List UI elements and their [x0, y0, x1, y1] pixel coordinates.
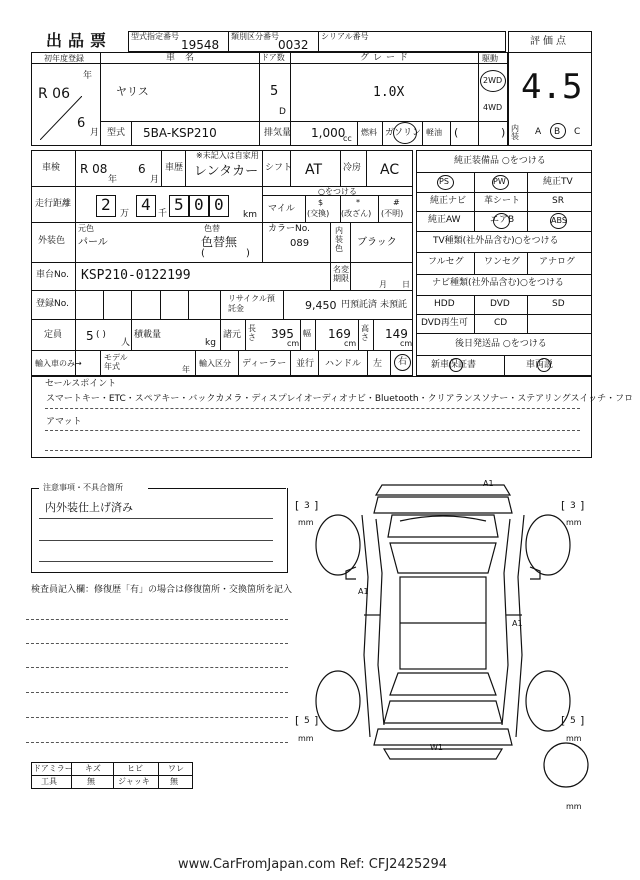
damage-rear-glass: W1: [430, 743, 443, 752]
spare-tire-mm: mm: [566, 802, 582, 811]
mileage-man-unit: 万: [120, 209, 130, 219]
mileage-sen-unit: 千: [158, 209, 168, 219]
displacement-value: 1,000: [311, 126, 346, 140]
mileage-label: 走行距離: [35, 199, 72, 209]
interior-color-value: ブラック: [357, 237, 397, 248]
displacement-label: 排気量: [264, 128, 292, 138]
tv-type-label: TV種類(社外品含む)○をつける: [433, 236, 559, 246]
recycle-not-deposited: 未預託: [380, 300, 408, 310]
import-parallel: 並行: [296, 359, 315, 369]
first-reg-era: R 06: [38, 86, 70, 102]
unknown-label: (不明): [381, 209, 404, 218]
first-reg-month: 6: [77, 116, 86, 131]
load-label: 積載量: [134, 330, 162, 340]
diesel-label: 軽油: [426, 128, 442, 137]
fuel-label: 燃料: [361, 128, 377, 137]
model-code-value: 19548: [181, 38, 220, 52]
equip-genuine-tv: 純正TV: [543, 177, 573, 187]
ac-label: 冷房: [343, 163, 362, 173]
navi-hdd: HDD: [434, 299, 455, 309]
type-value: 5BA-KSP210: [143, 126, 217, 140]
notes-label: 注意事項・不具合箇所: [43, 483, 123, 492]
unknown-sym: #: [393, 198, 400, 207]
inspector-note-label: 検査員記入欄：修復歴「有」の場合は修復箇所・交換箇所を記入: [31, 585, 293, 595]
tv-oneseg: ワンセグ: [484, 257, 521, 267]
acc-tools-value: 無: [87, 777, 95, 786]
recycle-value: 9,450: [305, 299, 337, 312]
acc-header-crack: ヒビ: [127, 764, 143, 773]
mileage-digit-1: 2: [101, 195, 111, 214]
acc-jack: ジャッキ: [118, 777, 150, 786]
navi-dvd: DVD: [490, 299, 510, 309]
navi-dvd-play: DVD再生可: [421, 318, 468, 328]
doors-label: ドア数: [261, 53, 285, 62]
color-no-value: 089: [290, 238, 310, 249]
recycle-deposited: 預託済: [350, 300, 378, 310]
later-shipment-label: 後日発送品 ○をつける: [455, 339, 547, 349]
notes-line1: 内外装仕上げ済み: [45, 501, 133, 514]
navi-cd: CD: [494, 318, 508, 328]
paint-label: 色替: [204, 224, 220, 233]
equip-abs: ABS: [551, 216, 567, 225]
handle-label: ハンドル: [325, 359, 362, 369]
damage-right-side: A1: [512, 619, 523, 628]
inspection-era: R 08: [80, 162, 108, 176]
width-value: 169: [328, 327, 351, 341]
first-reg-slash: [40, 96, 82, 140]
equip-genuine-navi: 純正ナビ: [430, 196, 467, 206]
color-label: 外装色: [38, 236, 66, 246]
original-color-label: 元色: [78, 224, 94, 233]
acc-header-break: ワレ: [168, 764, 184, 773]
tire-rear-left: 5: [304, 716, 310, 726]
mileage-digit-2: 4: [141, 195, 151, 214]
doors-value: 5: [270, 84, 279, 99]
grade-value: 1.0X: [373, 85, 405, 100]
history-label: 車歴: [165, 163, 184, 173]
chassis-label: 車台No.: [36, 270, 69, 280]
cc-unit: cc: [343, 134, 352, 143]
handle-right: 右: [398, 357, 408, 367]
first-reg-label: 初年度登録: [44, 54, 84, 63]
mileage-digit-5: 0: [214, 195, 224, 214]
sales-point-line2: アマット: [46, 417, 82, 427]
score-label: 評価点: [530, 36, 569, 47]
damage-front-bumper: A1: [483, 479, 494, 488]
door-type: D: [279, 107, 286, 117]
dims-label: 諸元: [223, 330, 242, 340]
history-value: レンタカー: [194, 164, 259, 179]
category-value: 0032: [278, 38, 309, 52]
history-note: ※未記入は自家用: [196, 151, 259, 160]
import-dealer: ディーラー: [242, 359, 287, 369]
interior-grade-a: A: [535, 127, 542, 137]
interior-grade-c: C: [574, 127, 581, 137]
inspection-month: 6: [138, 162, 146, 176]
equip-ps: PS: [439, 177, 449, 186]
interior-grade-b: B: [554, 127, 561, 137]
navi-type-label: ナビ種類(社外品含む)○をつける: [432, 278, 564, 288]
watermark: www.CarFromJapan.com Ref: CFJ2425294: [178, 857, 448, 872]
shift-label: シフト: [265, 163, 293, 173]
name-change-label: 名変期限: [333, 265, 349, 283]
acc-jack-value: 無: [170, 777, 178, 786]
chassis-value: KSP210-0122199: [81, 268, 191, 283]
exchange-sym: $: [318, 198, 324, 207]
equip-pw: PW: [493, 177, 506, 186]
tire-front-right: 3: [570, 501, 576, 511]
handle-left: 左: [373, 359, 383, 369]
mileage-digit-3: 5: [174, 195, 184, 214]
acc-header-scratch: キズ: [85, 764, 101, 773]
car-name-value: ヤリス: [116, 85, 149, 98]
interior-color-label: 内装色: [335, 226, 343, 253]
drive-2wd: 2WD: [483, 76, 503, 85]
type-label: 型式: [107, 128, 126, 138]
import-label: 輸入車のみ→: [35, 359, 82, 368]
damage-left-side: A1: [358, 587, 369, 596]
mileage-mile: マイル: [268, 204, 295, 214]
first-reg-month-unit: 月: [90, 128, 100, 138]
serial-label: シリアル番号: [321, 32, 369, 41]
navi-sd: SD: [552, 299, 565, 309]
equip-genuine-aw: 純正AW: [428, 215, 461, 225]
grade-label: グレード: [360, 53, 413, 63]
sheet-title: 出品票: [46, 31, 113, 50]
exchange-label: (交換): [307, 209, 330, 218]
registration-label: 登録No.: [36, 299, 69, 309]
tamper-label: (改ざん): [341, 209, 372, 218]
equip-airbag: エアB: [490, 215, 515, 225]
interior-label: 内装: [511, 124, 519, 141]
tv-fullseg: フルセグ: [428, 257, 464, 267]
score-value: 4.5: [521, 67, 583, 107]
acc-tools: 工具: [41, 777, 57, 786]
drive-4wd: 4WD: [483, 103, 503, 112]
shift-value: AT: [305, 162, 323, 178]
model-year-label: モデル年式: [104, 353, 128, 371]
fuel-value: ガソリン: [385, 128, 422, 138]
car-name-label: 車名: [166, 53, 205, 63]
later-manual: 車両説: [526, 360, 554, 370]
capacity-value: 5: [86, 329, 94, 343]
mileage-circle-note: ○をつける: [318, 187, 357, 196]
car-diagram: [290, 475, 600, 815]
sales-point-label: セールスポイント: [45, 379, 117, 389]
acc-header-mirror: ドアミラー: [33, 764, 73, 773]
tire-front-left: 3: [304, 501, 310, 511]
inspection-label: 車検: [42, 163, 61, 173]
mileage-digit-4: 0: [194, 195, 204, 214]
recycle-label: リサイクル預託金: [228, 294, 275, 313]
equip-sr: SR: [552, 196, 564, 206]
color-no-label: カラーNo.: [268, 224, 310, 234]
length-value: 395: [271, 327, 294, 341]
model-code-label: 型式指定番号: [131, 32, 179, 41]
tamper-sym: *: [356, 198, 360, 207]
drive-label: 駆動: [482, 54, 498, 63]
height-value: 149: [385, 327, 408, 341]
category-label: 類別区分番号: [231, 32, 279, 41]
inspection-year-unit: 年: [108, 175, 118, 185]
sales-point-line1: スマートキー・ETC・スペアキー・バックカメラ・ディスプレイオーディオナビ・Bluetooth・クリアランスソナー・ステアリングスイッチ・フロ: [46, 394, 634, 404]
mileage-km-unit: km: [243, 210, 257, 220]
first-reg-year-unit: 年: [83, 71, 93, 81]
later-warranty: 新車保証書: [431, 360, 477, 370]
genuine-equipment-label: 純正装備品 ○をつける: [454, 156, 546, 166]
ac-value: AC: [380, 162, 400, 178]
repaint-value: 色替無: [201, 235, 238, 249]
equip-leather-seat: 革シート: [484, 196, 521, 206]
capacity-label: 定員: [44, 330, 63, 340]
tire-rear-right: 5: [570, 716, 576, 726]
original-color: パール: [78, 237, 108, 248]
inspection-month-unit: 月: [150, 175, 160, 185]
import-type-label: 輸入区分: [199, 359, 231, 368]
tv-analog: アナログ: [539, 257, 576, 267]
